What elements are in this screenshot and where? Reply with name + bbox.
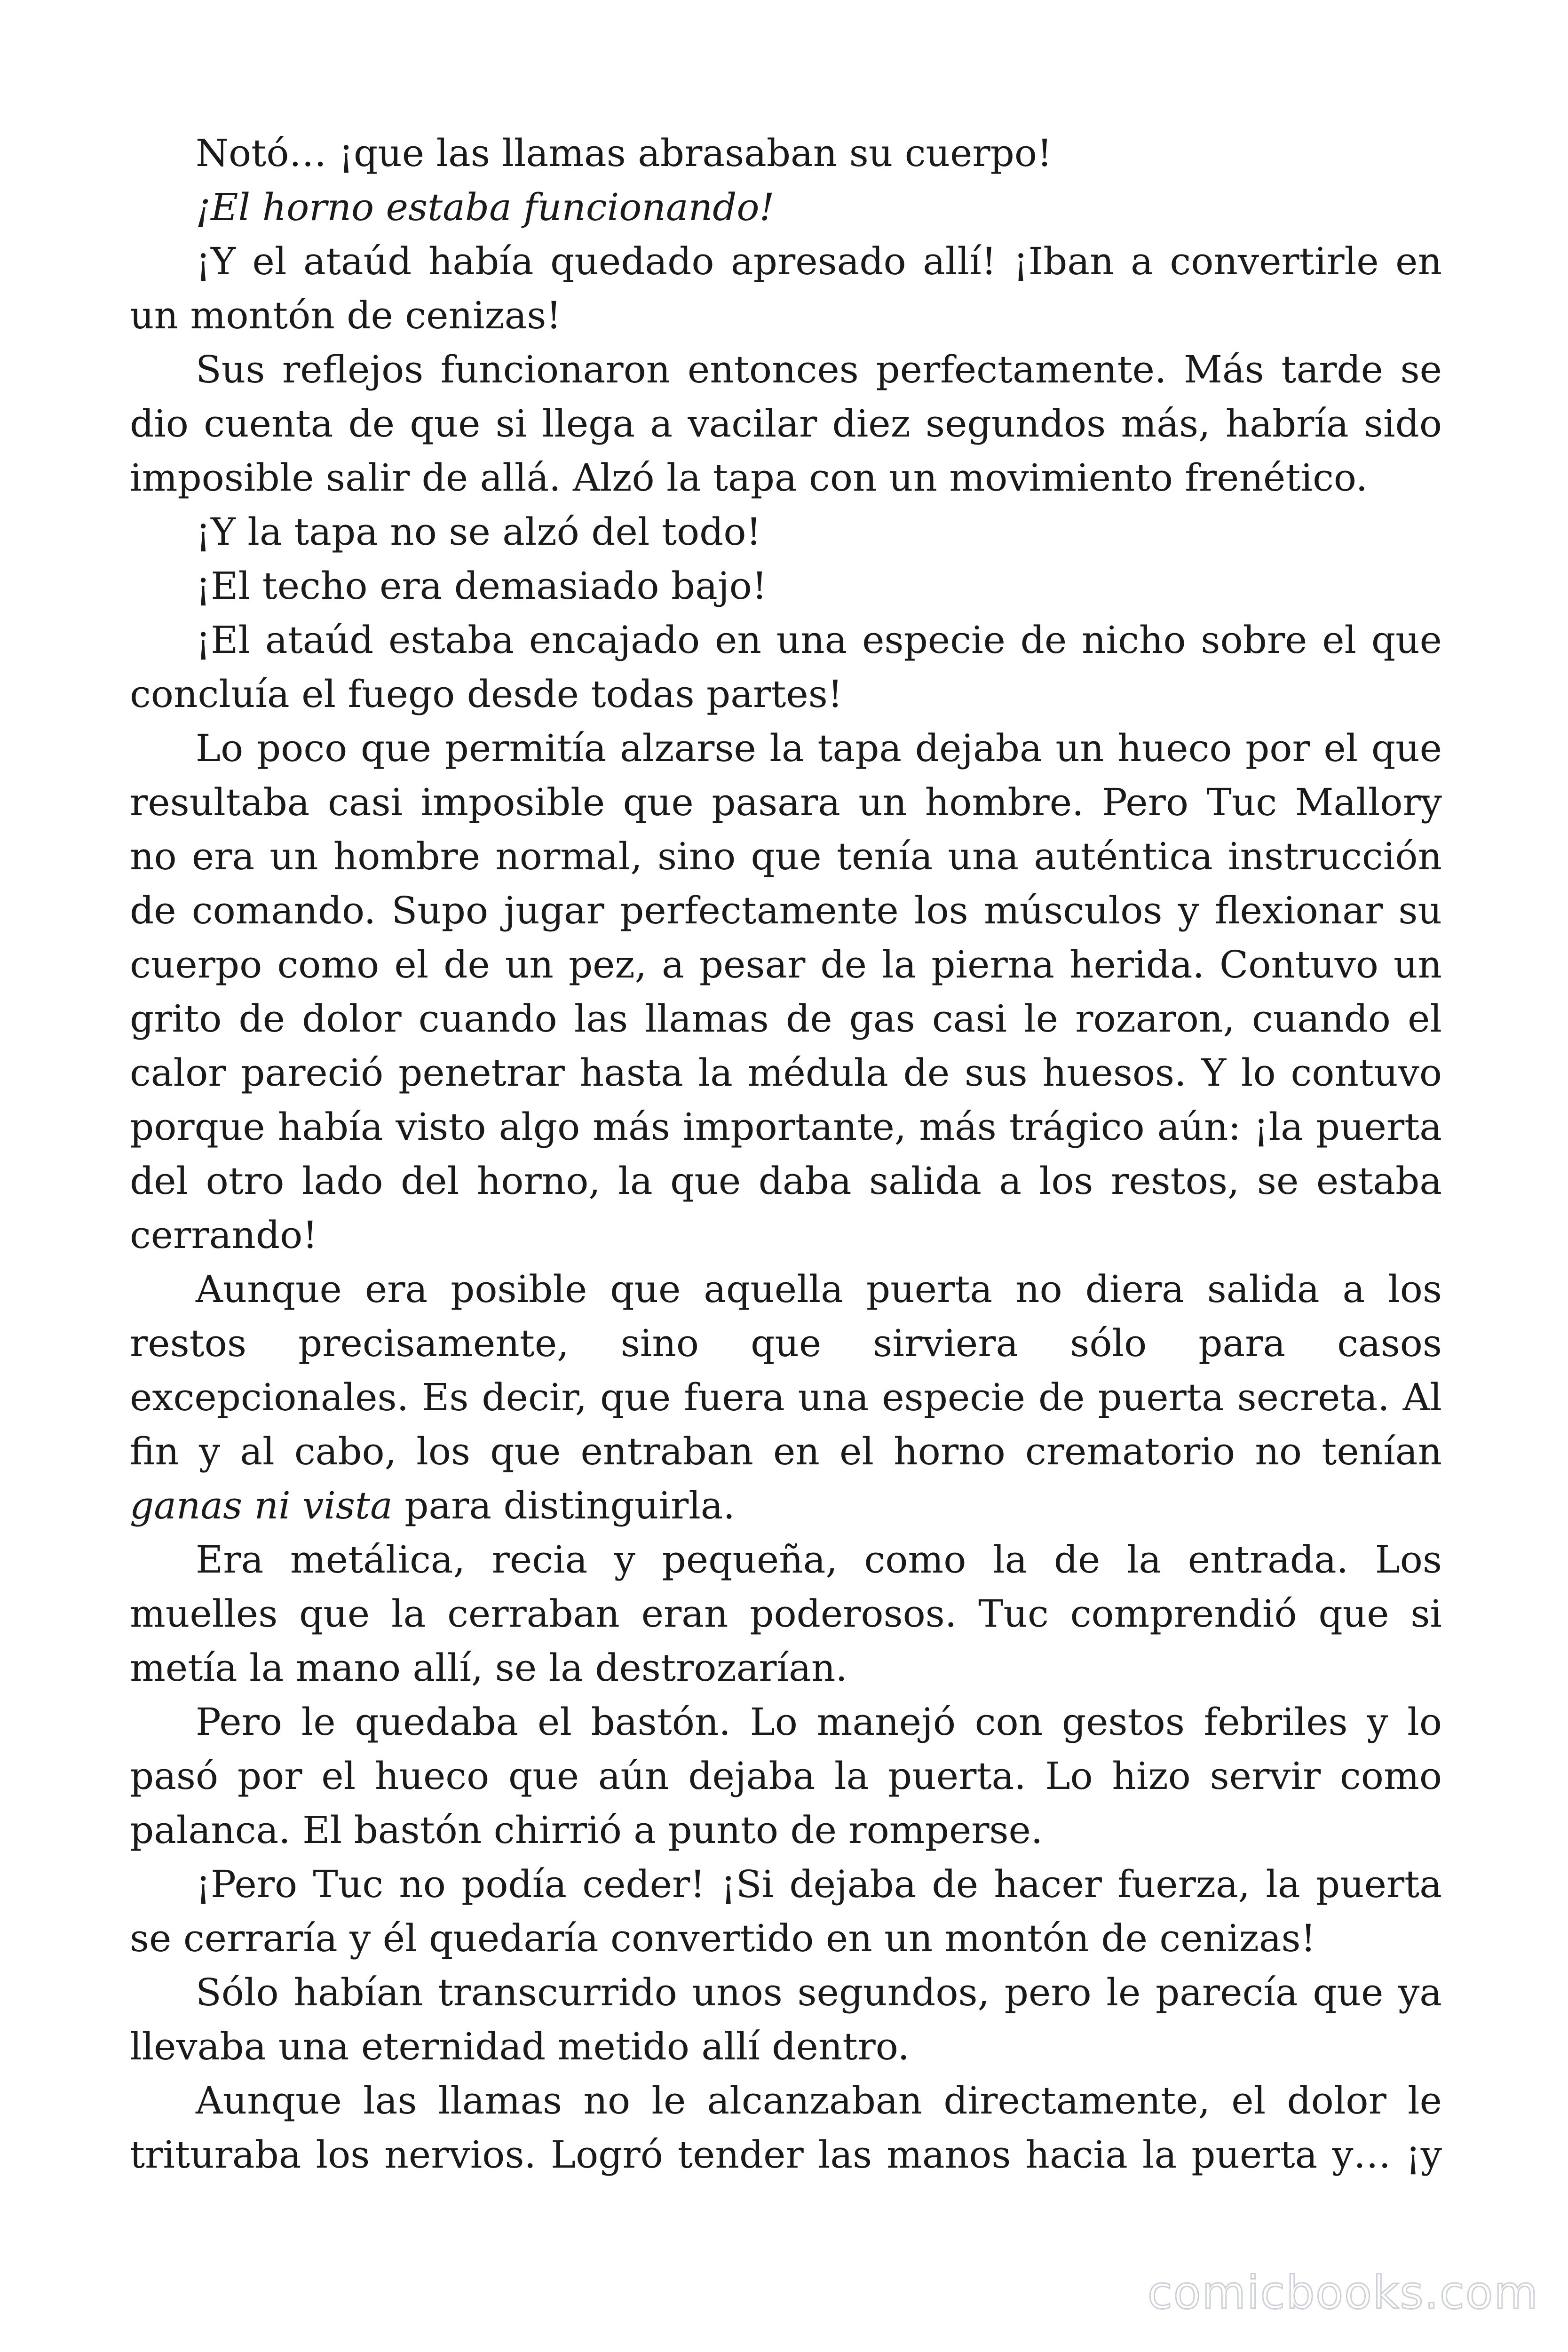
paragraph-with-italic	[130, 1262, 1442, 1533]
paragraph: ¡Y la tapa no se alzó del todo!	[196, 510, 761, 554]
book-page-text	[130, 126, 1442, 2182]
paragraph-italic	[130, 180, 1442, 234]
paragraph: Notó… ¡que las llamas abrasaban su cuerpo!	[196, 131, 1053, 175]
paragraph: Sus reflejos funcionaron entonces perfectamente. Más tarde se dio cuenta de que si llega a vacilar diez segundos más, habría sido imposible salir de allá. Alzó la tapa con un movimiento frenético.	[130, 348, 1442, 500]
text-span: Aunque era posible que aquella puerta no diera salida a los restos precisamente, sino que sirviera sólo para casos excepcionales. Es decir, que fuera una especie de puerta secreta. Al fin y al cabo, los que entraban en el horno crematorio no tenían	[130, 1267, 1442, 1473]
paragraph: ¡Y el ataúd había quedado apresado allí! ¡Iban a convertirle en un montón de cenizas!	[130, 239, 1442, 337]
text-span: para distinguirla.	[392, 1484, 735, 1527]
paragraph: ¡El ataúd estaba encajado en una especie de nicho sobre el que concluía el fuego desde todas partes!	[130, 618, 1442, 716]
paragraph: ¡Pero Tuc no podía ceder! ¡Si dejaba de hacer fuerza, la puerta se cerraría y él quedaría convertido en un montón de cenizas!	[130, 1862, 1442, 1960]
paragraph: ¡El techo era demasiado bajo!	[196, 564, 767, 608]
paragraph: Sólo habían transcurrido unos segundos, pero le parecía que ya llevaba una eternidad metido allí dentro.	[130, 1971, 1442, 2068]
paragraph: Pero le quedaba el bastón. Lo manejó con gestos febriles y lo pasó por el hueco que aún dejaba la puerta. Lo hizo servir como palanca. El bastón chirrió a punto de romperse.	[130, 1700, 1442, 1852]
italic-text: ganas ni vista	[130, 1484, 393, 1527]
italic-text: ¡El horno estaba funcionando!	[196, 185, 775, 229]
paragraph-continued: Aunque las llamas no le alcanzaban directamente, el dolor le trituraba los nervios. Logró tender las manos hacia la puerta y… ¡y	[130, 2079, 1442, 2177]
paragraph: Era metálica, recia y pequeña, como la de la entrada. Los muelles que la cerraban eran poderosos. Tuc comprendió que si metía la mano allí, se la destrozarían.	[130, 1538, 1442, 1690]
paragraph: Lo poco que permitía alzarse la tapa dejaba un hueco por el que resultaba casi imposible que pasara un hombre. Pero Tuc Mallory no era un hombre normal, sino que tenía una auténtica instrucción de comando. Supo jugar perfectamente los músculos y flexionar su cuerpo como el de un pez, a pesar de la pierna herida. Contuvo un grito de dolor cuando las llamas de gas casi le rozaron, cuando el calor pareció penetrar hasta la médula de sus huesos. Y lo contuvo porque había visto algo más importante, más trágico aún: ¡la puerta del otro lado del horno, la que daba salida a los restos, se estaba cerrando!	[130, 726, 1442, 1257]
site-watermark: comicbooks.com	[1147, 2266, 1539, 2319]
